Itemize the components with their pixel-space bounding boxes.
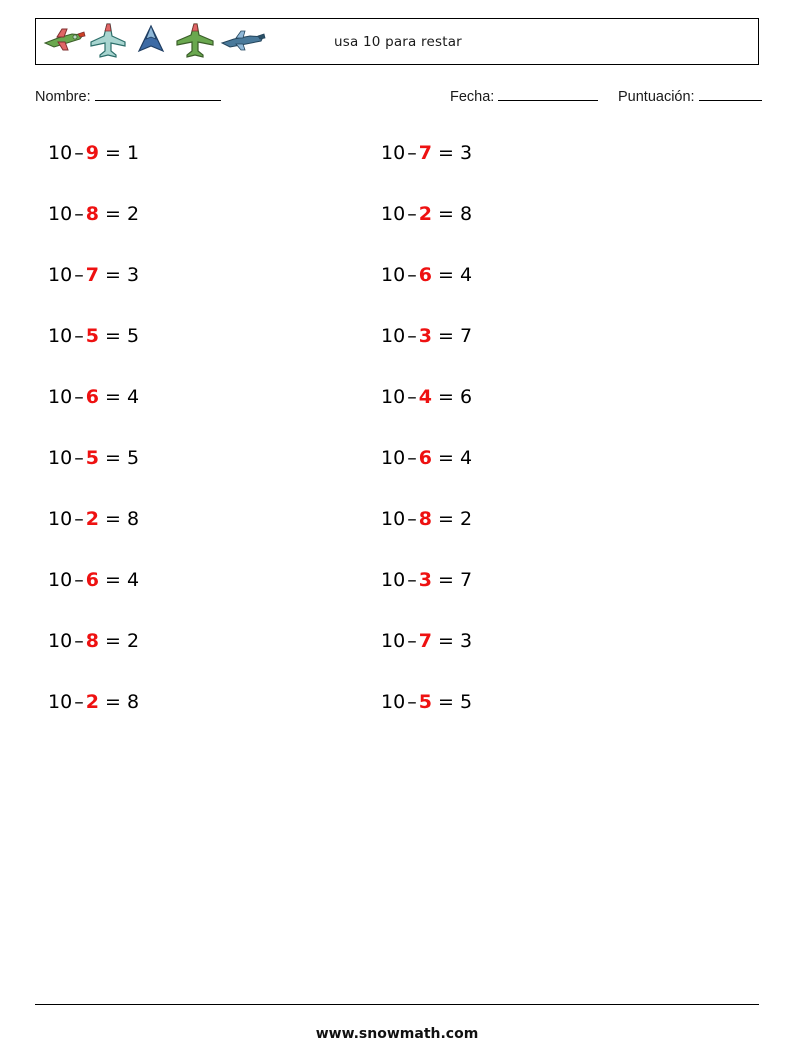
airplane-icon	[174, 22, 216, 63]
problem-column-right	[381, 140, 472, 750]
minus-operator: –	[74, 203, 84, 225]
airplane-icon	[88, 22, 128, 63]
equals-sign: =	[437, 386, 454, 408]
page-title: usa 10 para restar	[334, 33, 462, 50]
operand-a: 10	[48, 386, 73, 408]
answer: 8	[459, 203, 473, 225]
equals-sign: =	[437, 264, 454, 286]
problem-item	[381, 384, 472, 445]
answer: 3	[459, 630, 473, 652]
minus-operator: –	[407, 569, 417, 591]
equals-sign: =	[104, 142, 121, 164]
date-field-group	[450, 88, 598, 105]
operand-b: 2	[418, 203, 432, 225]
operand-a: 10	[381, 386, 406, 408]
equals-sign: =	[437, 142, 454, 164]
operand-b: 2	[85, 508, 99, 530]
airplane-icon	[130, 23, 172, 62]
answer: 3	[126, 264, 140, 286]
name-label: Nombre:	[35, 89, 91, 105]
minus-operator: –	[407, 447, 417, 469]
answer: 2	[126, 203, 140, 225]
score-field-group	[618, 88, 762, 105]
name-input-line[interactable]	[95, 88, 221, 101]
answer: 5	[459, 691, 473, 713]
operand-a: 10	[48, 691, 73, 713]
equals-sign: =	[437, 508, 454, 530]
score-input-line[interactable]	[699, 88, 762, 101]
problem-item	[48, 262, 139, 323]
equals-sign: =	[104, 264, 121, 286]
answer: 4	[126, 569, 140, 591]
equals-sign: =	[104, 508, 121, 530]
equals-sign: =	[437, 203, 454, 225]
problem-item	[381, 262, 472, 323]
date-label: Fecha:	[450, 89, 495, 105]
operand-a: 10	[381, 630, 406, 652]
equals-sign: =	[104, 386, 121, 408]
header-box	[35, 18, 759, 65]
operand-b: 8	[85, 203, 99, 225]
operand-b: 5	[85, 325, 99, 347]
answer: 3	[459, 142, 473, 164]
problem-column-left	[48, 140, 139, 750]
answer: 5	[126, 325, 140, 347]
info-row	[35, 88, 759, 110]
minus-operator: –	[74, 630, 84, 652]
equals-sign: =	[437, 447, 454, 469]
operand-a: 10	[48, 325, 73, 347]
minus-operator: –	[407, 203, 417, 225]
answer: 2	[459, 508, 473, 530]
minus-operator: –	[407, 691, 417, 713]
problem-item	[381, 567, 472, 628]
score-label: Puntuación:	[618, 89, 695, 105]
footer-site-url: www.snowmath.com	[315, 1026, 479, 1042]
answer: 8	[126, 691, 140, 713]
minus-operator: –	[74, 447, 84, 469]
operand-b: 6	[85, 569, 99, 591]
answer: 4	[126, 386, 140, 408]
minus-operator: –	[74, 569, 84, 591]
operand-b: 5	[418, 691, 432, 713]
minus-operator: –	[74, 691, 84, 713]
problem-item	[48, 323, 139, 384]
minus-operator: –	[407, 325, 417, 347]
equals-sign: =	[104, 691, 121, 713]
answer: 1	[126, 142, 140, 164]
problem-item	[381, 140, 472, 201]
operand-a: 10	[381, 691, 406, 713]
equals-sign: =	[437, 691, 454, 713]
problem-item	[48, 201, 139, 262]
operand-b: 9	[85, 142, 99, 164]
operand-a: 10	[381, 508, 406, 530]
operand-a: 10	[48, 447, 73, 469]
equals-sign: =	[104, 203, 121, 225]
problem-item	[48, 628, 139, 689]
name-field-group	[35, 88, 221, 105]
operand-a: 10	[381, 569, 406, 591]
answer: 4	[459, 447, 473, 469]
footer-divider	[35, 1004, 759, 1005]
problem-item	[381, 323, 472, 384]
problem-item	[48, 445, 139, 506]
problem-item	[381, 506, 472, 567]
operand-b: 5	[85, 447, 99, 469]
problem-item	[381, 689, 472, 750]
operand-b: 6	[418, 447, 432, 469]
equals-sign: =	[104, 447, 121, 469]
header-icon-group	[42, 22, 282, 62]
problem-item	[381, 628, 472, 689]
operand-b: 7	[418, 142, 432, 164]
answer: 8	[126, 508, 140, 530]
problem-item	[48, 506, 139, 567]
operand-b: 8	[85, 630, 99, 652]
answer: 2	[126, 630, 140, 652]
minus-operator: –	[407, 630, 417, 652]
operand-b: 6	[418, 264, 432, 286]
operand-a: 10	[48, 142, 73, 164]
answer: 7	[459, 569, 473, 591]
equals-sign: =	[437, 569, 454, 591]
minus-operator: –	[74, 386, 84, 408]
minus-operator: –	[74, 508, 84, 530]
airplane-icon	[42, 24, 86, 61]
operand-b: 8	[418, 508, 432, 530]
answer: 5	[126, 447, 140, 469]
problem-item	[48, 384, 139, 445]
equals-sign: =	[104, 325, 121, 347]
minus-operator: –	[407, 142, 417, 164]
operand-a: 10	[381, 264, 406, 286]
equals-sign: =	[437, 325, 454, 347]
operand-a: 10	[381, 447, 406, 469]
date-input-line[interactable]	[498, 88, 598, 101]
problem-item	[381, 201, 472, 262]
operand-b: 2	[85, 691, 99, 713]
minus-operator: –	[407, 386, 417, 408]
minus-operator: –	[407, 508, 417, 530]
operand-b: 7	[418, 630, 432, 652]
operand-a: 10	[48, 630, 73, 652]
operand-b: 7	[85, 264, 99, 286]
operand-a: 10	[381, 325, 406, 347]
problem-item	[48, 140, 139, 201]
problem-item	[381, 445, 472, 506]
operand-a: 10	[48, 264, 73, 286]
operand-b: 3	[418, 325, 432, 347]
problem-item	[48, 689, 139, 750]
equals-sign: =	[104, 569, 121, 591]
airplane-icon	[218, 27, 266, 58]
operand-a: 10	[48, 569, 73, 591]
problem-item	[48, 567, 139, 628]
operand-a: 10	[48, 508, 73, 530]
minus-operator: –	[74, 325, 84, 347]
minus-operator: –	[407, 264, 417, 286]
operand-a: 10	[381, 142, 406, 164]
minus-operator: –	[74, 264, 84, 286]
answer: 6	[459, 386, 473, 408]
operand-b: 4	[418, 386, 432, 408]
answer: 4	[459, 264, 473, 286]
operand-b: 6	[85, 386, 99, 408]
answer: 7	[459, 325, 473, 347]
equals-sign: =	[104, 630, 121, 652]
minus-operator: –	[74, 142, 84, 164]
operand-a: 10	[48, 203, 73, 225]
operand-b: 3	[418, 569, 432, 591]
equals-sign: =	[437, 630, 454, 652]
operand-a: 10	[381, 203, 406, 225]
